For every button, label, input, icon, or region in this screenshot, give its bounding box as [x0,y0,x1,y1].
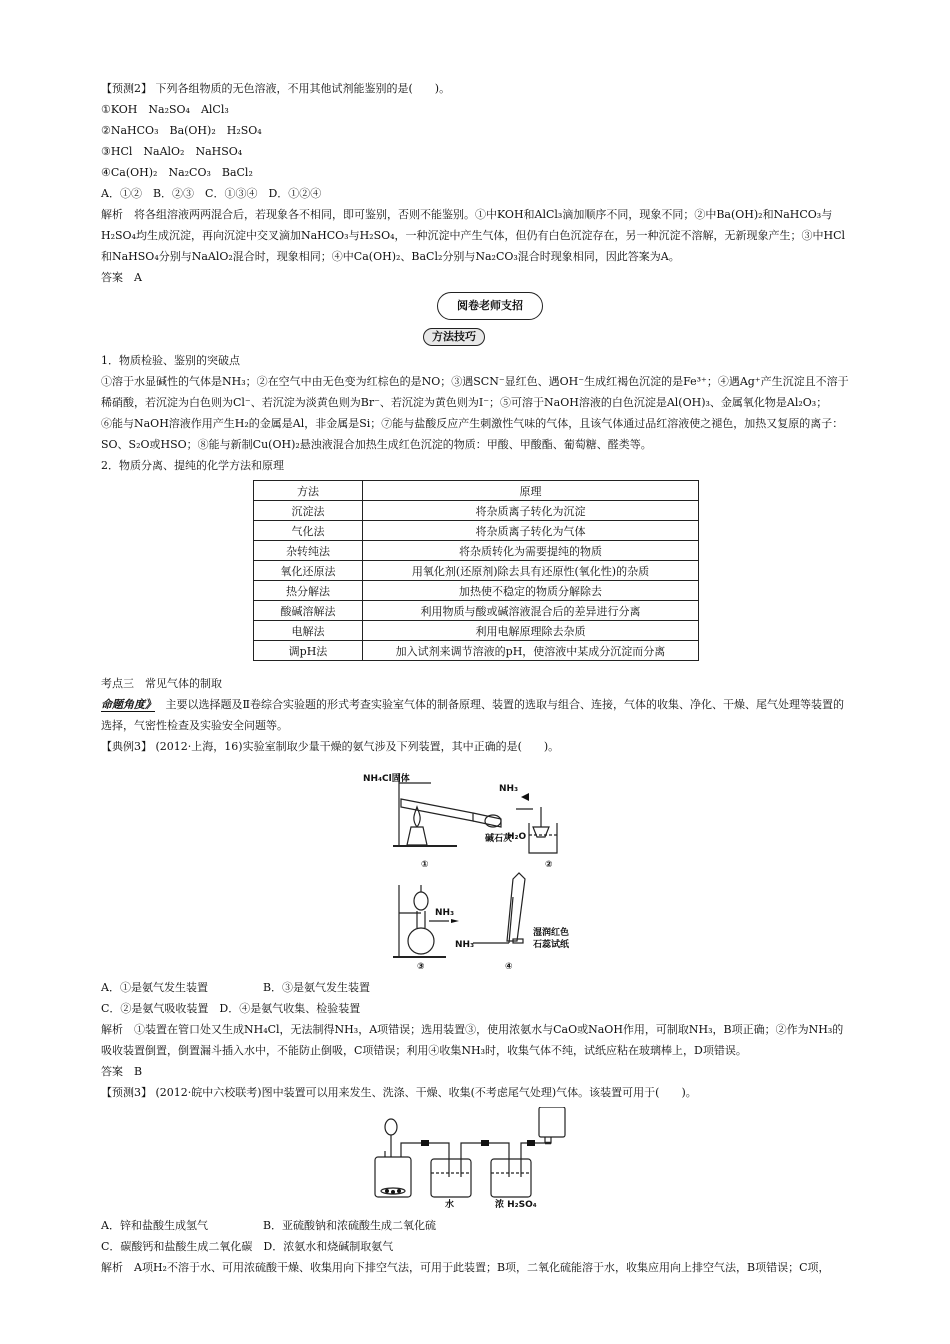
label-conc-h2so4: 浓 H₂SO₄ [495,1200,537,1210]
table-cell: 气化法 [254,521,363,541]
table-cell: 氧化还原法 [254,561,363,581]
table-cell: 将杂质离子转化为气体 [363,521,699,541]
table-row [254,641,699,661]
pred3-stem: 【预测3】 (2012·皖中六校联考)图中装置可以用来发生、洗涤、干燥、收集(不考虑尾气处理)气体。该装置可用于( )。 [101,1086,697,1099]
label-fig-1: ① [421,860,429,870]
pred2-option-4: ④Ca(OH)₂ Na₂CO₃ BaCl₂ [101,166,253,179]
pred3-choices-cd: C．碳酸钙和盐酸生成二氧化碳 D．浓氨水和烧碱制取氨气 [101,1240,394,1253]
methods-table [253,480,699,661]
teacher-tip-cloud: 阅卷老师支招 [437,292,543,320]
label-nh4cl: NH₄Cl固体 [363,774,410,784]
table-row [254,521,699,541]
method-tip-pill: 方法技巧 [423,328,485,346]
table-cell: 用氧化剂(还原剂)除去具有还原性(氧化性)的杂质 [363,561,699,581]
table-row [254,541,699,561]
table-cell: 沉淀法 [254,501,363,521]
ex3-choices-ab: A．①是氨气发生装置 B．③是氨气发生装置 [101,981,371,994]
label-fig-4: ④ [505,962,513,972]
pred3-choices-ab: A．锌和盐酸生成氢气 B．亚硫酸钠和浓硫酸生成二氧化硫 [101,1219,437,1232]
tips-para-2: ⑥能与NaOH溶液作用产生H₂的金属是Al，非金属是Si；⑦能与盐酸反应产生刺激性气味的气体，且该气体通过品红溶液使之褪色，加热又复原的离子：SO、S₂O或HSO；⑧能与新制Cu(OH)₂悬浊液混合加热生成红色沉淀的物质：甲酸、甲酸酯、葡萄糖、醛类等。 [101,417,844,451]
table-row [254,501,699,521]
table-cell: 杂转纯法 [254,541,363,561]
tips-heading-1: 1．物质检验、鉴别的突破点 [101,354,240,367]
table-cell: 热分解法 [254,581,363,601]
pred2-stem: 【预测2】 下列各组物质的无色溶液，不用其他试剂能鉴别的是( )。 [101,82,451,95]
label-soda-lime: 碱石灰 [485,834,513,844]
pred3-analysis: 解析 A项H₂不溶于水、可用浓硫酸干燥、收集用向下排空气法，可用于此装置；B项，二氧化硫能溶于水，收集应用向上排空气法，B项错误；C项， [101,1261,830,1274]
table-cell: 利用电解原理除去杂质 [363,621,699,641]
pred2-option-1: ①KOH Na₂SO₄ AlCl₃ [101,103,229,116]
table-cell: 酸碱溶解法 [254,601,363,621]
ex3-figure [101,761,851,973]
section-3-title: 考点三 常见气体的制取 [101,677,222,690]
ex3-apparatus-diagram [101,761,851,973]
table-row [254,621,699,641]
table-header-row [254,481,699,501]
label-nh3-c: NH₃ [455,940,475,950]
label-paper-1: 湿润红色 [533,928,570,938]
label-fig-3: ③ [417,962,425,972]
section-3-intro [101,694,851,736]
ex3-choices-cd: C．②是氨气吸收装置 D．④是氨气收集、检验装置 [101,1002,361,1015]
table-cell: 加热使不稳定的物质分解除去 [363,581,699,601]
label-fig-2: ② [545,860,553,870]
pred2-option-2: ②NaHCO₃ Ba(OH)₂ H₂SO₄ [101,124,262,137]
pred2-choices: A．①② B．②③ C．①③④ D．①②④ [101,187,322,200]
table-row [254,561,699,581]
topic-angle-tag: 命题角度》 [101,698,155,712]
label-water: 水 [445,1200,455,1210]
table-header-cell: 原理 [363,481,699,501]
table-cell: 将杂质转化为需要提纯的物质 [363,541,699,561]
table-cell: 将杂质离子转化为沉淀 [363,501,699,521]
section-3-intro-text: 主要以选择题及Ⅱ卷综合实验题的形式考查实验室气体的制备原理、装置的选取与组合、连接，气体的收集、净化、干燥、尾气处理等装置的选择，气密性检查及实验安全问题等。 [101,698,844,732]
table-header-cell: 方法 [254,481,363,501]
table-cell: 加入试剂来调节溶液的pH，使溶液中某成分沉淀而分离 [363,641,699,661]
ex3-stem: 【典例3】 (2012·上海，16)实验室制取少量干燥的氨气涉及下列装置，其中正确的是( )。 [101,740,560,753]
pred3-apparatus-diagram [101,1107,851,1211]
pred2-option-3: ③HCl NaAlO₂ NaHSO₄ [101,145,243,158]
pred2-analysis: 解析 将各组溶液两两混合后，若现象各不相同，即可鉴别，否则不能鉴别。①中KOH和AlCl₃滴加顺序不同，现象不同；②中Ba(OH)₂和NaHCO₃与H₂SO₄均生成沉淀，再向沉淀中交叉滴加NaHCO₃与H₂SO₄，一种沉淀中产生气体，但仍有白色沉淀存在，另一种沉淀不溶解，无新现象产生；③中HCl和NaHSO₄分别与NaAlO₂混合时，现象相同；④中Ca(OH)₂、BaCl₂分别与Na₂CO₃混合时现象相同，因此答案为A。 [101,208,846,263]
table-cell: 调pH法 [254,641,363,661]
pred3-figure [101,1107,851,1211]
tips-para-1: ①溶于水显碱性的气体是NH₃；②在空气中由无色变为红棕色的是NO；③遇SCN⁻显红色、遇OH⁻生成红褐色沉淀的是Fe³⁺；④遇Ag⁺产生沉淀且不溶于稀硝酸，若沉淀为白色则为Cl⁻、若沉淀为淡黄色则为Br⁻、若沉淀为黄色则为I⁻；⑤可溶于NaOH溶液的白色沉淀是Al(OH)₃、金属氧化物是Al₂O₃； [101,375,849,409]
table-row [254,601,699,621]
ex3-answer: 答案 B [101,1065,143,1078]
ex3-analysis: 解析 ①装置在管口处又生成NH₄Cl，无法制得NH₃，A项错误；选用装置③，使用浓氨水与CaO或NaOH作用，可制取NH₃，B项正确；②作为NH₃的吸收装置倒置，倒置漏斗插入水中，不能防止倒吸，C项错误；利用④收集NH₃时，收集气体不纯，试纸应粘在玻璃棒上，D项错误。 [101,1023,844,1057]
table-cell: 利用物质与酸或碱溶液混合后的差异进行分离 [363,601,699,621]
page [101,78,851,1278]
table-row [254,581,699,601]
method-badge [101,290,851,348]
label-paper-2: 石蕊试纸 [533,940,570,950]
label-h2o: H₂O [507,832,527,842]
label-nh3-a: NH₃ [499,784,519,794]
table-cell: 电解法 [254,621,363,641]
label-nh3-b: NH₃ [435,908,455,918]
pred2-answer: 答案 A [101,271,142,284]
tips-heading-2: 2．物质分离、提纯的化学方法和原理 [101,459,284,472]
